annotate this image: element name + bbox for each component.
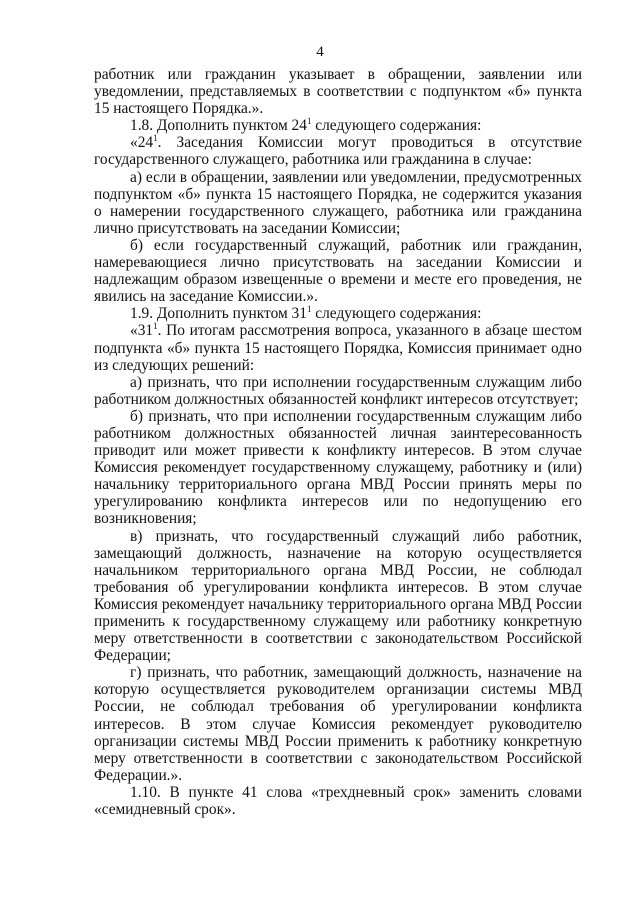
paragraph-point-31-1: «$31^1$. По итогам рассмотрения вопроса, указанного в абзаце шестом подпункта «б» пункта 15 настоящего Порядка, Комиссия принимает одно из следующих решений: [94, 321, 582, 374]
paragraph-item-1-10: 1.10. В пункте 41 слова «трехдневный срок» заменить словами «семидневный срок». [94, 783, 582, 819]
paragraph-item-1-8: 1.8. Дополнить пунктом $24^1$ следующего содержания: [130, 116, 482, 135]
paragraph-item-1-9: 1.9. Дополнить пунктом $31^1$ следующего содержания: [130, 304, 482, 323]
document-body [94, 66, 582, 818]
paragraph-subitem-a-2: а) признать, что при исполнении государственным служащим либо работником должностных обязанностей конфликт интересов отсутствует; [94, 373, 582, 408]
paragraph-continuation: работник или гражданин указывает в обращении, заявлении или уведомлении, представляемых в соответствии с подпунктом «б» пункта 15 настоящего Порядка.». [94, 66, 582, 118]
paragraph-subitem-g: г) признать, что работник, замещающий должность, назначение на которую осуществляется руководителем организации системы МВД России, не соблюдал требования об урегулировании конфликта интересов. В этом случае Комиссия рекомендует руководителю организации системы МВД России применить к работнику конкретную меру ответственности в соответствии с законодательством Российской Федерации.». [94, 664, 582, 784]
paragraph-subitem-b-1: б) если государственный служащий, работник или гражданин, намеревающиеся лично присутствовать на заседании Комиссии и надлежащим образом извещенные о времени и месте его проведения, не явились на заседание Комиссии.». [94, 236, 582, 306]
paragraph-point-24-1: «$24^1$. Заседания Комиссии могут проводиться в отсутствие государственного служащего, работника или гражданина в случае: [94, 133, 582, 169]
paragraph-subitem-v: в) признать, что государственный служащий либо работник, замещающий должность, назначение на которую осуществляется начальником территориального органа МВД России, не соблюдал требования об урегулировании конфликта интересов. В этом случае Комиссия рекомендует начальнику территориального органа МВД России применить к государственному служащему или работнику конкретную меру ответственности в соответствии с законодательством Российской Федерации; [94, 527, 582, 665]
page-number: 4 [316, 44, 324, 60]
paragraph-subitem-a-1: а) если в обращении, заявлении или уведомлении, предусмотренных подпунктом «б» пункта 15 настоящего Порядка, не содержится указания о намерении государственного служащего, работника или гражданина лично присутствовать на заседании Комиссии; [94, 168, 582, 237]
paragraph-subitem-b-2: б) признать, что при исполнении государственным служащим либо работником должностных обязанностей личная заинтересованность приводит или может привести к конфликту интересов. В этом случае Комиссия рекомендует государственному служащему, работнику и (или) начальнику территориального органа МВД России принять меры по урегулированию конфликта интересов или по недопущению его возникновения; [94, 407, 582, 528]
